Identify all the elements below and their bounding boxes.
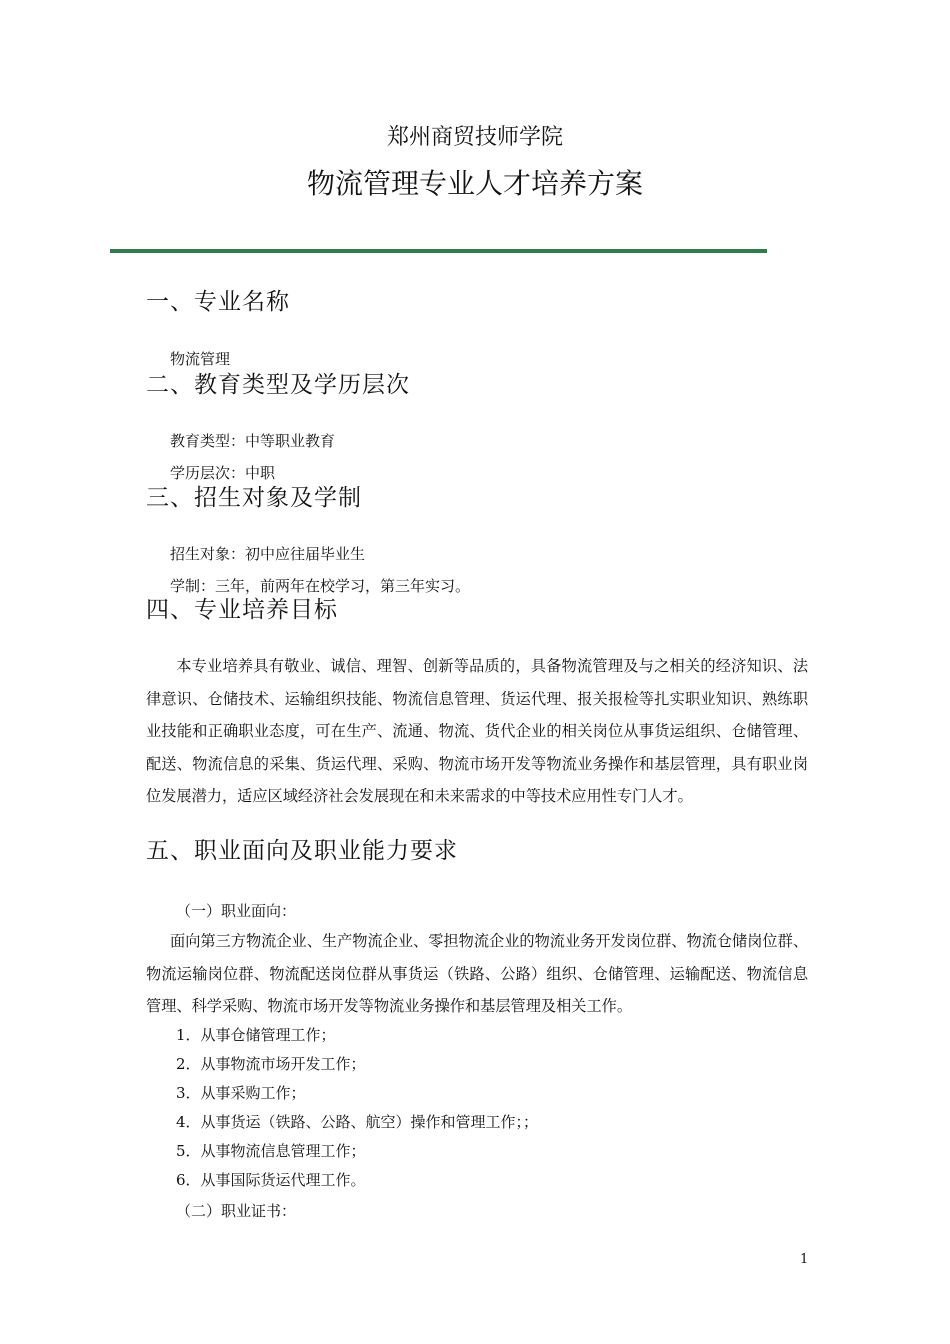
career-orientation-text: 面向第三方物流企业、生产物流企业、零担物流企业的物流业务开发岗位群、物流仓储岗位群、物流运输岗位群、物流配送岗位群从事货运（铁路、公路）组织、仓储管理、运输配送、物流信息管理、科学采购、物流市场开发等物流业务操作和基层管理及相关工作。 xyxy=(146,932,808,1015)
page-number: 1 xyxy=(800,1252,809,1267)
study-duration: 学制：三年，前两年在校学习，第三年实习。 xyxy=(170,577,471,595)
list-item: 2．从事物流市场开发工作； xyxy=(176,1055,366,1073)
section-2-heading: 二、教育类型及学历层次 xyxy=(146,372,410,398)
list-item: 6．从事国际货运代理工作。 xyxy=(176,1171,366,1189)
training-objective-paragraph xyxy=(146,650,808,813)
list-item: 5．从事物流信息管理工作； xyxy=(176,1142,366,1160)
enrollment-target: 招生对象：初中应往届毕业生 xyxy=(170,545,366,563)
list-item: 4．从事货运（铁路、公路、航空）操作和管理工作；； xyxy=(176,1113,539,1131)
section-1-content: 物流管理 xyxy=(170,350,231,368)
section-1-heading: 一、专业名称 xyxy=(146,289,290,315)
section-3-heading: 三、招生对象及学制 xyxy=(146,485,362,511)
title-divider xyxy=(110,249,767,253)
list-item: 1．从事仓储管理工作； xyxy=(176,1026,336,1044)
school-name: 郑州商贸技师学院 xyxy=(386,125,563,150)
section-5-heading: 五、职业面向及职业能力要求 xyxy=(146,838,458,864)
education-level: 学历层次：中职 xyxy=(170,464,276,482)
document-title: 物流管理专业人才培养方案 xyxy=(306,167,643,200)
certificate-subheading: （二）职业证书： xyxy=(176,1202,297,1220)
list-item: 3．从事采购工作； xyxy=(176,1084,306,1102)
education-type: 教育类型：中等职业教育 xyxy=(170,432,336,450)
career-orientation-paragraph xyxy=(146,925,808,1023)
training-objective-text: 本专业培养具有敬业、诚信、理智、创新等品质的，具备物流管理及与之相关的经济知识、法律意识、仓储技术、运输组织技能、物流信息管理、货运代理、报关报检等扎实职业知识、熟练职业技能和正确职业态度，可在生产、流通、物流、货代企业的相关岗位从事货运组织、仓储管理、配送、物流信息的采集、货运代理、采购、物流市场开发等物流业务操作和基层管理，具有职业岗位发展潜力，适应区域经济社会发展现在和未来需求的中等技术应用性专门人才。 xyxy=(146,657,808,805)
career-orientation-subheading: （一）职业面向： xyxy=(176,902,297,920)
section-4-heading: 四、专业培养目标 xyxy=(146,597,338,623)
